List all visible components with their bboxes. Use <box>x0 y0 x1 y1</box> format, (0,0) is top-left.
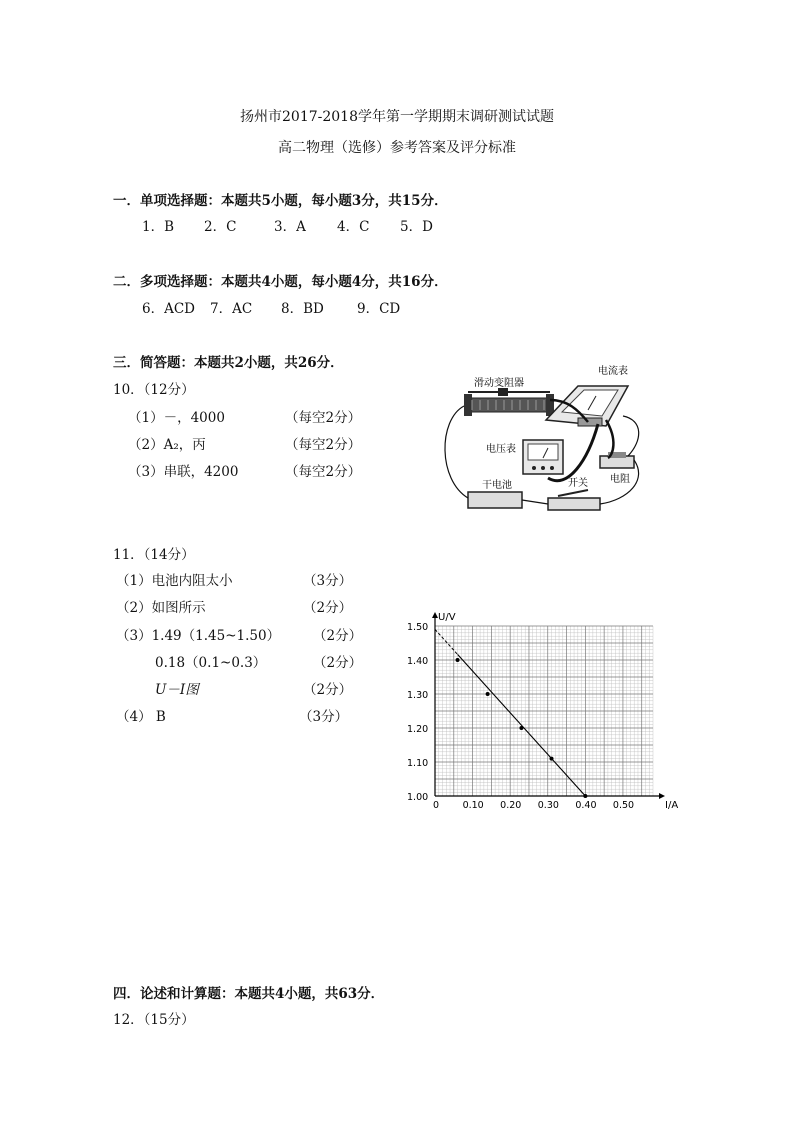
y-tick-label: 1.20 <box>407 724 429 735</box>
y-tick-label: 1.00 <box>407 792 429 803</box>
y-tick-label: 1.40 <box>407 656 429 667</box>
rheostat-label: 滑动变阻器 <box>474 378 524 389</box>
q10-score-3: （每空2分） <box>285 464 362 480</box>
ui-chart <box>405 606 679 818</box>
q11-item-3: （3）1.49（1.45~1.50） <box>116 628 281 644</box>
q11-score-5: （2分） <box>303 682 353 698</box>
data-point <box>550 757 554 761</box>
answer-4: 4．C <box>337 219 370 235</box>
q11-score-6: （3分） <box>299 709 349 725</box>
q11-item-2: （2）如图所示 <box>116 600 206 616</box>
answer-1: 1．B <box>142 219 175 235</box>
chart-tick-labels <box>407 622 634 811</box>
document-title: 扬州市2017-2018学年第一学期期末调研测试试题 <box>240 109 554 125</box>
q10-score-1: （每空2分） <box>285 410 362 426</box>
x-tick-label: 0.30 <box>537 800 559 811</box>
chart-y-axis-label: U/V <box>438 612 456 623</box>
x-tick-label: 0.50 <box>612 800 635 811</box>
x-tick-label: 0.10 <box>462 800 484 811</box>
resistor-label: 电阻 <box>610 474 630 485</box>
q12-label: 12．（15分） <box>113 1012 195 1028</box>
data-point <box>583 794 587 798</box>
section1-heading: 一．单项选择题：本题共5小题，每小题3分，共15分． <box>113 193 448 209</box>
q11-item-6: （4） B <box>116 709 166 725</box>
data-point <box>519 726 523 730</box>
q11-item-1: （1）电池内阻太小 <box>116 573 233 589</box>
answer-2: 2．C <box>204 219 237 235</box>
x-tick-label: 0.20 <box>500 800 522 811</box>
section2-heading: 二．多项选择题：本题共4小题，每小题4分，共16分． <box>113 274 448 290</box>
battery-device <box>468 492 522 508</box>
q10-item-3: （3）串联，4200 <box>128 464 239 480</box>
answer-3: 3．A <box>274 219 306 235</box>
battery-label: 干电池 <box>482 480 512 491</box>
answer-6: 6．ACD <box>142 301 195 317</box>
voltmeter-device <box>523 440 563 474</box>
rheostat-device <box>464 388 554 416</box>
answer-7: 7．AC <box>210 301 253 317</box>
x-tick-label: 0 <box>433 800 440 811</box>
section3-heading: 三．简答题：本题共2小题，共26分． <box>113 355 344 371</box>
circuit-diagram <box>428 360 660 520</box>
switch-label: 开关 <box>568 478 588 489</box>
answer-5: 5．D <box>400 219 433 235</box>
answer-8: 8．BD <box>281 301 324 317</box>
x-tick-label: 0.40 <box>575 800 597 811</box>
q11-score-1: （3分） <box>303 573 353 589</box>
ammeter-label: 电流表 <box>598 366 628 377</box>
q11-score-4: （2分） <box>313 655 363 671</box>
data-point <box>456 658 460 662</box>
document-subtitle: 高二物理（选修）参考答案及评分标准 <box>278 140 516 156</box>
voltmeter-label: 电压表 <box>486 444 516 455</box>
section4-heading: 四．论述和计算题：本题共4小题，共63分． <box>113 986 385 1002</box>
q10-item-1: （1）－，4000 <box>128 410 225 426</box>
data-point <box>486 692 490 696</box>
chart-axes <box>432 612 665 799</box>
q11-item-4: 0.18（0.1~0.3） <box>155 655 267 671</box>
answer-9: 9．CD <box>357 301 401 317</box>
q11-score-2: （2分） <box>303 600 353 616</box>
q11-label: 11．（14分） <box>113 547 195 563</box>
q10-item-2: （2）A₂，丙 <box>128 437 206 453</box>
q10-score-2: （每空2分） <box>285 437 362 453</box>
y-tick-label: 1.30 <box>407 690 429 701</box>
y-tick-label: 1.10 <box>407 758 429 769</box>
chart-x-axis-label: I/A <box>665 800 679 811</box>
switch-device <box>548 490 600 510</box>
q11-item-5: U－I图 <box>155 682 199 698</box>
y-tick-label: 1.50 <box>407 622 429 633</box>
q11-score-3: （2分） <box>313 628 363 644</box>
q10-label: 10．（12分） <box>113 382 195 398</box>
x-axis-arrow <box>659 793 665 799</box>
